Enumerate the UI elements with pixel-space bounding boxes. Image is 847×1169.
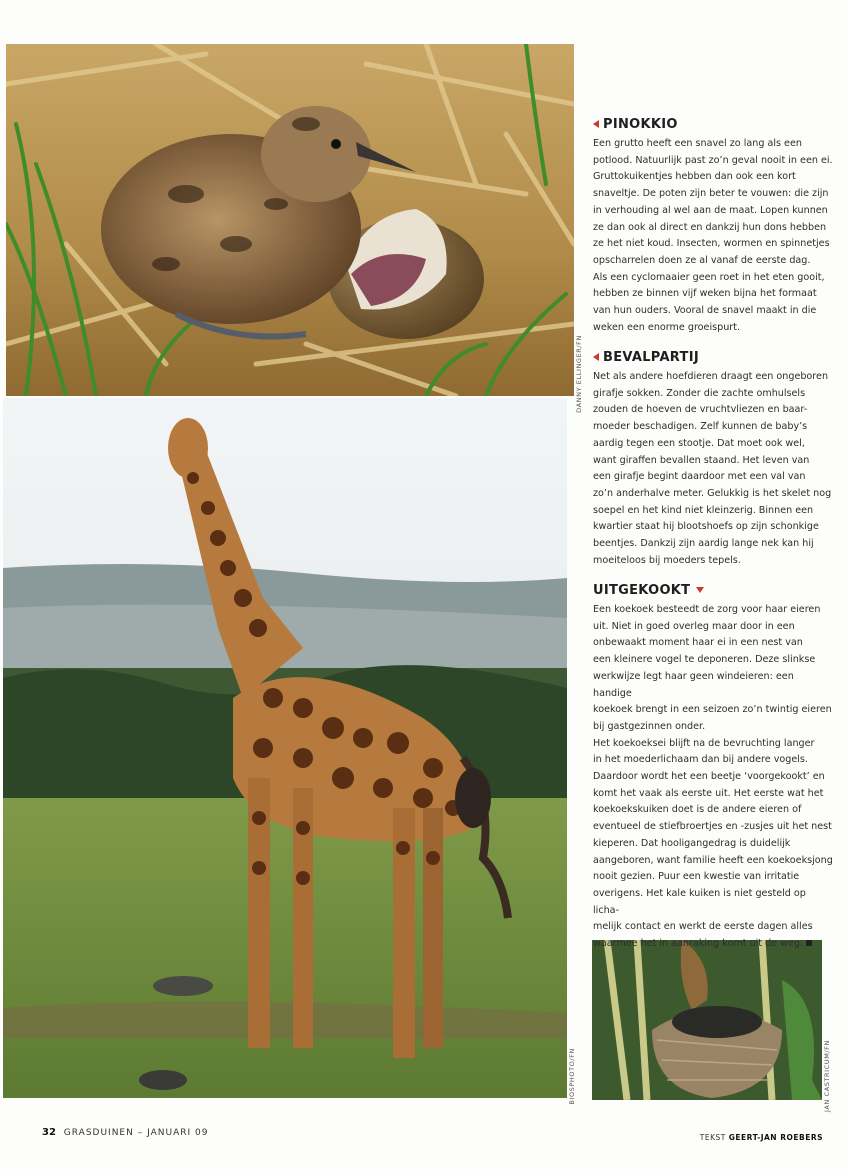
article-line: want giraffen bevallen staand. Het leven van xyxy=(593,454,810,466)
article-line: waarmee het in aanraking komt uit de weg. xyxy=(593,936,833,953)
article-heading xyxy=(593,582,833,598)
article-body xyxy=(593,136,833,336)
giraffe-photo xyxy=(3,398,567,1098)
heading-text: PINOKKIO xyxy=(603,116,678,132)
article-line: in het moederlichaam dan bij andere vogels. xyxy=(593,754,808,766)
article-uitgekookt xyxy=(593,582,833,953)
article-body xyxy=(593,369,833,569)
article-pinokkio xyxy=(593,116,833,336)
article-line: aardig tegen een stootje. Dat moet ook wel, xyxy=(593,437,805,449)
magazine-name: GRASDUINEN xyxy=(63,1128,134,1138)
article-line: ze het niet koud. Insecten, wormen en spinnetjes xyxy=(593,238,830,250)
end-square-icon xyxy=(806,940,812,946)
article-line: moeiteloos bij moeders tepels. xyxy=(593,554,741,566)
page-number: 32 xyxy=(42,1127,56,1138)
article-line: snaveltje. De poten zijn beter te vouwen: die zijn xyxy=(593,188,829,200)
photo-credit-top: DANNY ELLINGER/FN xyxy=(575,335,583,413)
author-name: GEERT-JAN ROEBERS xyxy=(728,1133,823,1142)
giraffe-birth-icon xyxy=(3,398,567,1098)
article-line: soepel en het kind niet kleinzerig. Binnen een xyxy=(593,504,814,516)
photo-credit-bottom: JAN CASTRICUM/FN xyxy=(823,1040,831,1112)
article-line: Een koekoek besteedt de zorg voor haar eieren xyxy=(593,604,821,615)
article-line: onbewaakt moment haar ei in een nest van xyxy=(593,637,803,649)
article-line: een girafje begint daardoor met een val van xyxy=(593,471,806,483)
article-body xyxy=(593,602,833,953)
article-line: een kleinere vogel te deponeren. Deze slinkse xyxy=(593,654,816,666)
article-line: Daardoor wordt het een beetje ‘voorgekookt’ en xyxy=(593,771,825,783)
article-line: in verhouding al wel aan de maat. Lopen kunnen xyxy=(593,204,828,216)
grutto-chick-icon xyxy=(6,44,574,396)
article-line: koekoek brengt in een seizoen zo’n twintig eieren xyxy=(593,704,832,716)
article-line: hebben ze binnen vijf weken bijna het formaat xyxy=(593,288,817,300)
article-line: Een grutto heeft een snavel zo lang als een xyxy=(593,138,802,149)
article-heading xyxy=(593,349,833,365)
article-line: Gruttokuikentjes hebben dan ook een kort xyxy=(593,171,796,183)
heading-text: UITGEKOOKT xyxy=(593,582,691,598)
article-line: koekoekskuiken doet is de andere eieren of xyxy=(593,804,802,816)
article-line: nooit gezien. Puur een kwestie van irritatie xyxy=(593,871,800,883)
article-line: ze dan ook al direct en dankzij hun dons hebben xyxy=(593,221,827,233)
article-line: van hun ouders. Vooral de snavel maakt in die xyxy=(593,305,817,317)
article-line: zo’n anderhalve meter. Gelukkig is het skelet nog xyxy=(593,487,832,499)
article-line: werkwijze legt haar geen windeieren: een handige xyxy=(593,670,794,699)
article-line: Net als andere hoefdieren draagt een ongeboren xyxy=(593,371,829,382)
article-line: opscharrelen doen ze al vanaf de eerste dag. xyxy=(593,254,811,266)
triangle-left-icon xyxy=(593,120,599,128)
grutto-chick-photo xyxy=(6,44,574,396)
article-bevalpartij xyxy=(593,349,833,569)
article-line: zouden de hoeven de vruchtvliezen en baar- xyxy=(593,404,808,416)
article-line: aangeboren, want familie heeft een koekoeksjong xyxy=(593,854,833,866)
credit-label: TEKST xyxy=(699,1133,726,1142)
article-line: potlood. Natuurlijk past zo’n geval nooit in een ei. xyxy=(593,154,833,166)
article-line: kwartier staat hij blootshoefs op zijn schonkige xyxy=(593,521,819,533)
article-line: uit. Niet in goed overleg maar door in een xyxy=(593,620,795,632)
article-line: beentjes. Dankzij zijn aardig lange nek kan hij xyxy=(593,538,814,550)
article-line: komt het vaak als eerste uit. Het eerste wat het xyxy=(593,787,824,799)
triangle-left-icon xyxy=(593,353,599,361)
issue-date: – JANUARI 09 xyxy=(137,1128,209,1138)
cuckoo-nest-photo xyxy=(592,940,822,1100)
article-line: Het koekoeksei blijft na de bevruchting langer xyxy=(593,737,815,749)
article-line: overigens. Het kale kuiken is niet gesteld op licha- xyxy=(593,887,806,916)
article-line: eventueel de stiefbroertjes en -zusjes uit het nest xyxy=(593,821,832,833)
article-line: Als een cyclomaaier geen roet in het eten gooit, xyxy=(593,271,825,283)
heading-text: BEVALPARTIJ xyxy=(603,349,699,365)
article-line: kieperen. Dat hooligangedrag is duidelijk xyxy=(593,837,791,849)
page-footer-left xyxy=(42,1127,208,1138)
article-line: weken een enorme groeispurt. xyxy=(593,321,741,333)
page-footer-right xyxy=(700,1133,823,1142)
article-line: bij gastgezinnen onder. xyxy=(593,720,706,732)
article-line: melijk contact en werkt de eerste dagen alles xyxy=(593,921,813,933)
article-heading xyxy=(593,116,833,132)
article-line: moeder beschadigen. Zelf kunnen de baby’s xyxy=(593,421,808,433)
cuckoo-nest-icon xyxy=(592,940,822,1100)
triangle-down-icon xyxy=(696,587,704,593)
photo-credit-middle: BIOSPHOTO/FN xyxy=(568,1048,576,1105)
article-line: girafje sokken. Zonder die zachte omhulsels xyxy=(593,387,806,399)
